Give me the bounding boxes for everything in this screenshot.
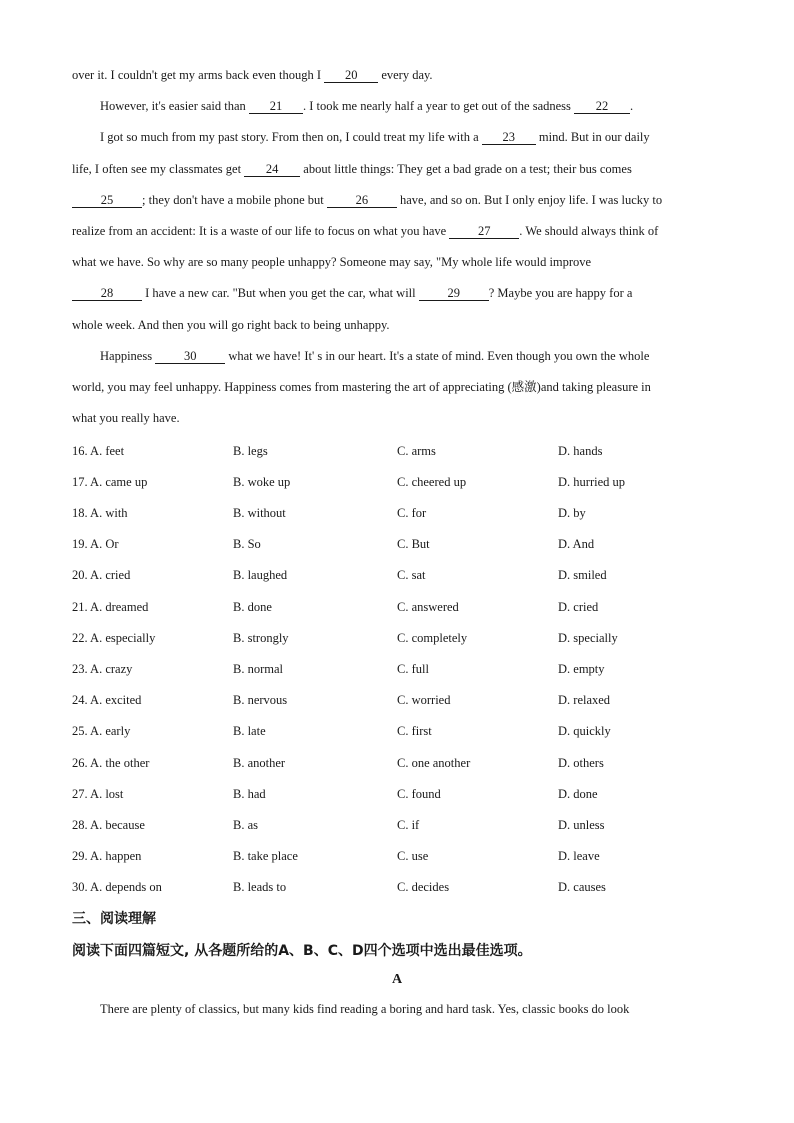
- option-row: 17. A. came up B. woke up C. cheered up D. hurried up: [72, 475, 625, 489]
- blank-26: 26: [327, 193, 397, 208]
- option-row: 18. A. with B. without C. for D. by: [72, 506, 586, 520]
- reading-first-line: There are plenty of classics, but many kids find reading a boring and hard task. Yes, classic books do look: [100, 1002, 630, 1016]
- blank-20: 20: [324, 68, 378, 83]
- option-row: 23. A. crazy B. normal C. full D. empty: [72, 662, 605, 676]
- passage-line: However, it's easier said than 21 . I took me nearly half a year to get out of the sadness 22 .: [100, 99, 634, 114]
- option-row: 29. A. happen B. take place C. use D. leave: [72, 849, 600, 863]
- section-heading: 三、阅读理解: [72, 911, 156, 927]
- option-row: 26. A. the other B. another C. one another D. others: [72, 756, 604, 770]
- option-row: 27. A. lost B. had C. found D. done: [72, 787, 598, 801]
- passage-line: 28 I have a new car. "But when you get the car, what will 29 ? Maybe you are happy for a: [72, 278, 724, 309]
- option-row: 28. A. because B. as C. if D. unless: [72, 818, 605, 832]
- passage-label: A: [391, 972, 403, 987]
- blank-24: 24: [244, 162, 300, 177]
- blank-23: 23: [482, 130, 536, 145]
- option-row: 22. A. especially B. strongly C. completely D. specially: [72, 631, 618, 645]
- blank-27: 27: [449, 224, 519, 239]
- passage-line: over it. I couldn't get my arms back even though I 20 every day.: [72, 68, 433, 82]
- option-row: 24. A. excited B. nervous C. worried D. relaxed: [72, 693, 611, 707]
- blank-22: 22: [574, 99, 630, 114]
- option-row: 19. A. Or B. So C. But D. And: [72, 537, 595, 551]
- option-row: 30. A. depends on B. leads to C. decides D. causes: [72, 880, 606, 894]
- passage-line: what you really have.: [72, 411, 180, 426]
- passage-line: whole week. And then you will go right back to being unhappy.: [72, 317, 390, 332]
- blank-28: 28: [72, 286, 142, 301]
- passage-line: Happiness 30 what we have! It' s in our heart. It's a state of mind. Even though you own the whole: [100, 348, 650, 363]
- blank-30: 30: [155, 349, 225, 364]
- option-row: 16. A. feet B. legs C. arms D. hands: [72, 444, 603, 458]
- passage-line: 25 ; they don't have a mobile phone but 26 have, and so on. But I only enjoy life. I was lucky to: [72, 185, 724, 216]
- cloze-passage: [72, 60, 724, 434]
- blank-21: 21: [249, 99, 303, 114]
- passage-line: world, you may feel unhappy. Happiness comes from mastering the art of appreciating (感激)and taking pleasure in: [72, 380, 651, 395]
- option-row: 20. A. cried B. laughed C. sat D. smiled: [72, 568, 607, 582]
- passage-line: life, I often see my classmates get 24 about little things: They get a bad grade on a test; their bus comes: [72, 161, 632, 176]
- passage-line: I got so much from my past story. From then on, I could treat my life with a 23 mind. But in our daily: [100, 130, 650, 145]
- passage-line: realize from an accident: It is a waste of our life to focus on what you have 27 . We should always think of: [72, 224, 659, 239]
- blank-29: 29: [419, 286, 489, 301]
- option-row: 21. A. dreamed B. done C. answered D. cried: [72, 600, 599, 614]
- blank-25: 25: [72, 193, 142, 208]
- option-row: 25. A. early B. late C. first D. quickly: [72, 724, 611, 738]
- passage-line: what we have. So why are so many people unhappy? Someone may say, "My whole life would improve: [72, 255, 592, 270]
- section-instruction: 阅读下面四篇短文, 从各题所给的A、B、C、D四个选项中选出最佳选项。: [72, 943, 532, 959]
